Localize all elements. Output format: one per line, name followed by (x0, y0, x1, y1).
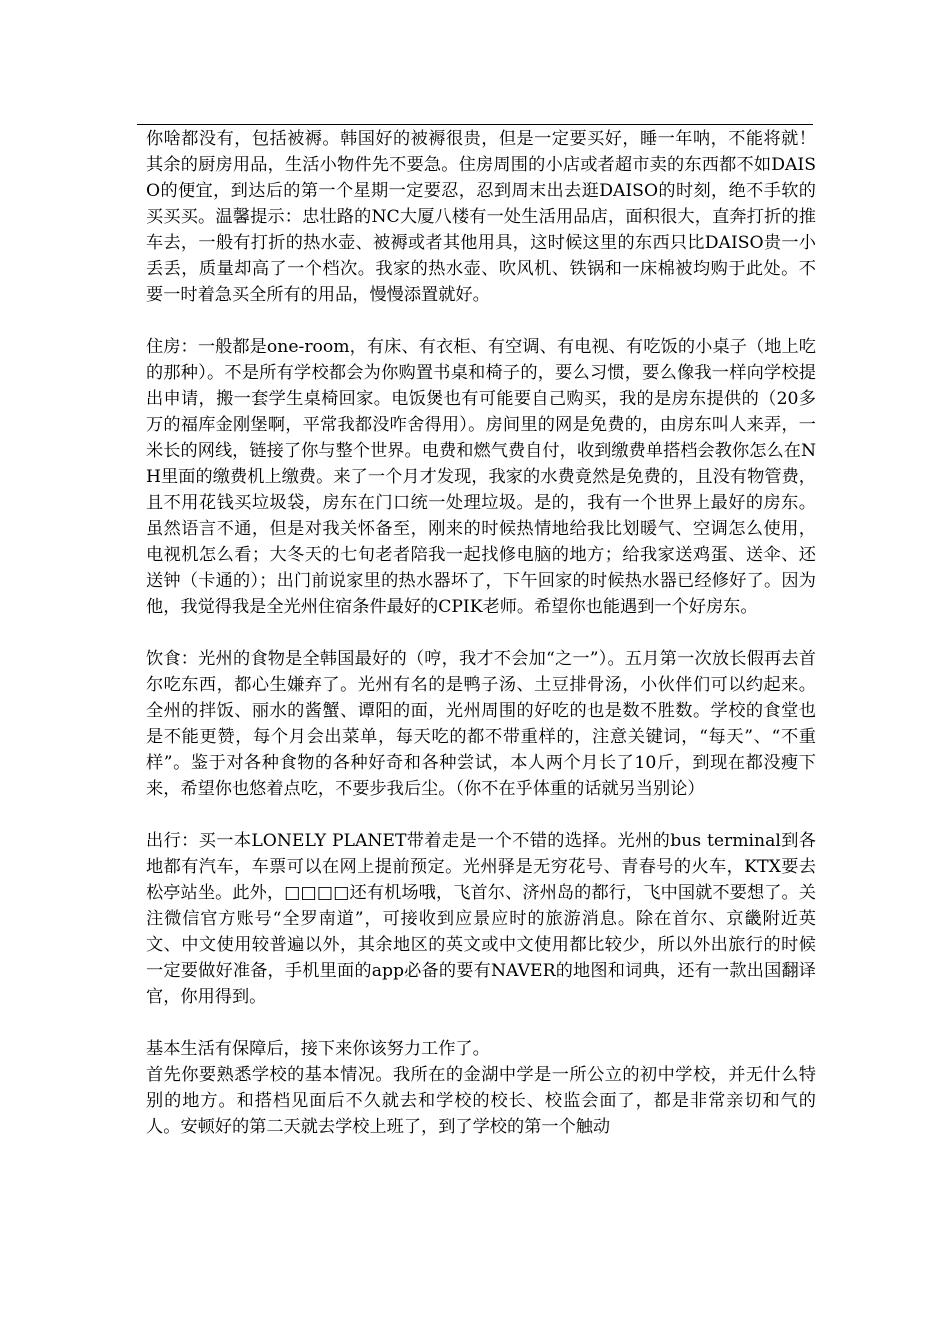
paragraph-travel: 出行：买一本LONELY PLANET带着走是一个不错的选择。光州的bus terminal到各地都有汽车，车票可以在网上提前预定。光州驿是无穷花号、青春号的火车，KTX要去松亭站坐。此外，□□□□还有机场哦，飞首尔、济州岛的都行，飞中国就不要想了。关注微信官方账号“全罗南道”，可接收到应景应时的旅游消息。除在首尔、京畿附近英文、中文使用较普遍以外，其余地区的英文或中文使用都比较少，所以外出旅行的时候一定要做好准备，手机里面的app必备的要有NAVER的地图和词典，还有一款出国翻译官，你用得到。 (146, 831, 816, 1007)
paragraph-work-intro: 基本生活有保障后，接下来你该努力工作了。 (146, 1039, 490, 1059)
document-body (146, 126, 816, 1140)
paragraph-supplies: 你啥都没有，包括被褥。韩国好的被褥很贵，但是一定要买好，睡一年呐，不能将就！其余的厨房用品，生活小物件先不要急。住房周围的小店或者超市卖的东西都不如DAISO的便宜，到达后的第一个星期一定要忍，忍到周末出去逛DAISO的时刻，绝不手软的买买买。温馨提示：忠壮路的NC大厦八楼有一处生活用品店，面积很大，直奔打折的推车去，一般有打折的热水壶、被褥或者其他用具，这时候这里的东西只比DAISO贵一小丢丢，质量却高了一个档次。我家的热水壶、吹风机、铁锅和一床棉被均购于此处。不要一时着急买全所有的用品，慢慢添置就好。 (146, 129, 816, 305)
paragraph-school: 首先你要熟悉学校的基本情况。我所在的金湖中学是一所公立的初中学校，并无什么特别的地方。和搭档见面后不久就去和学校的校长、校监会面了，都是非常亲切和气的人。安顿好的第二天就去学校上班了，到了学校的第一个触动 (146, 1065, 816, 1137)
header-rule (137, 124, 813, 125)
paragraph-food: 饮食：光州的食物是全韩国最好的（哼，我才不会加“之一”）。五月第一次放长假再去首尔吃东西，都心生嫌弃了。光州有名的是鸭子汤、土豆排骨汤，小伙伴们可以约起来。全州的拌饭、丽水的酱蟹、谭阳的面，光州周围的好吃的也是数不胜数。学校的食堂也是不能更赞，每个月会出菜单，每天吃的都不带重样的，注意关键词，“每天”、“不重样”。鉴于对各种食物的各种好奇和各种尝试，本人两个月长了10斤，到现在都没瘦下来，希望你也悠着点吃，不要步我后尘。（你不在乎体重的话就另当别论） (146, 649, 816, 799)
paragraph-housing: 住房：一般都是one-room，有床、有衣柜、有空调、有电视、有吃饭的小桌子（地上吃的那种）。不是所有学校都会为你购置书桌和椅子的，要么习惯，要么像我一样向学校提出申请，搬一套学生桌椅回家。电饭煲也有可能要自己购买，我的是房东提供的（20多万的福库金刚堡啊，平常我都没咋舍得用）。房间里的网是免费的，由房东叫人来弄，一米长的网线，链接了你与整个世界。电费和燃气费自付，收到缴费单搭档会教你怎么在NH里面的缴费机上缴费。来了一个月才发现，我家的水费竟然是免费的，且没有物管费，且不用花钱买垃圾袋，房东在门口统一处理垃圾。是的，我有一个世界上最好的房东。虽然语言不通，但是对我关怀备至，刚来的时候热情地给我比划暖气、空调怎么使用，电视机怎么看；大冬天的七旬老者陪我一起找修电脑的地方；给我家送鸡蛋、送伞、还送钟（卡通的）；出门前说家里的热水器坏了，下午回家的时候热水器已经修好了。因为他，我觉得我是全光州住宿条件最好的CPIK老师。希望你也能遇到一个好房东。 (146, 337, 816, 617)
